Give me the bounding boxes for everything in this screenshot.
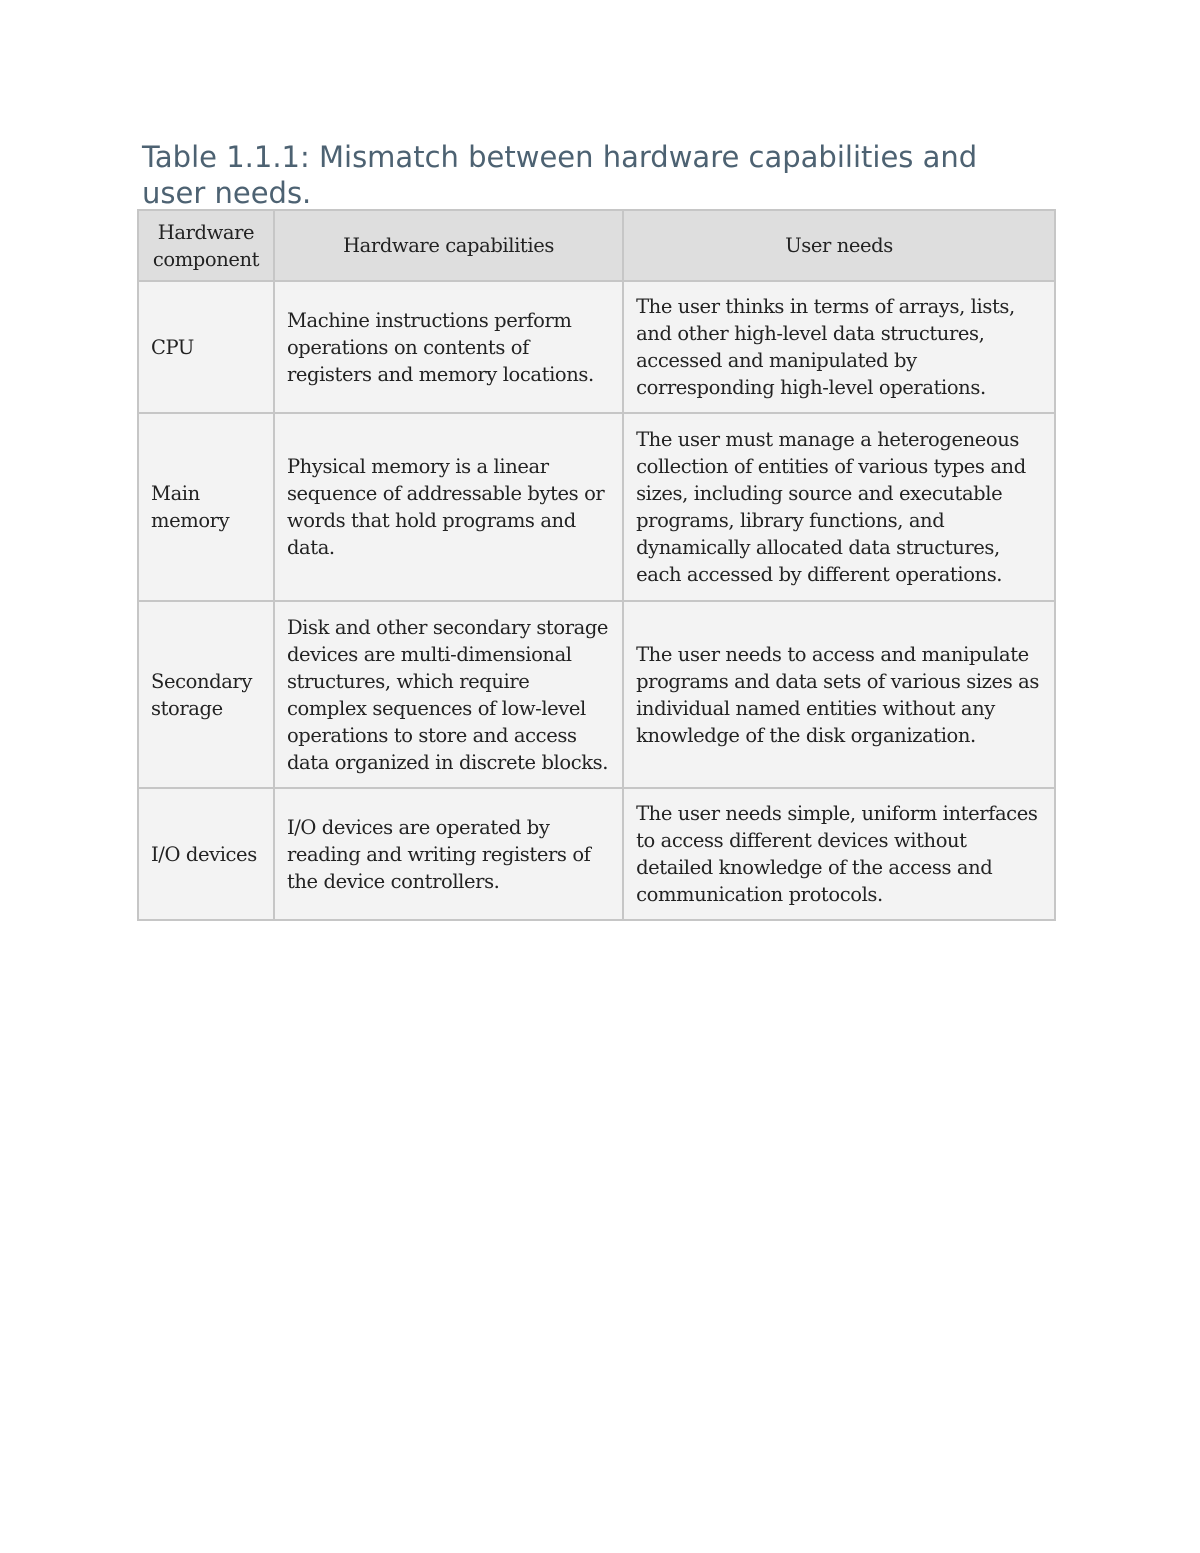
header-hardware-component: Hardware component: [138, 210, 274, 281]
cell-component: CPU: [138, 281, 274, 413]
table-row: [138, 281, 1055, 413]
table-row: [138, 601, 1055, 788]
cell-user-needs: The user must manage a heterogeneous collection of entities of various types and sizes, including source and executable programs, library functions, and dynamically allocated data structures, each accessed by different operations.: [623, 413, 1055, 601]
cell-user-needs: The user needs simple, uniform interfaces to access different devices without detailed knowledge of the access and communication protocols.: [623, 788, 1055, 920]
mismatch-table: [137, 209, 1056, 921]
cell-capabilities: I/O devices are operated by reading and writing registers of the device controllers.: [274, 788, 623, 920]
table-header-row: [138, 210, 1055, 281]
cell-user-needs: The user needs to access and manipulate programs and data sets of various sizes as individual named entities without any knowledge of the disk organization.: [623, 601, 1055, 788]
cell-capabilities: Physical memory is a linear sequence of addressable bytes or words that hold programs and data.: [274, 413, 623, 601]
cell-component: I/O devices: [138, 788, 274, 920]
cell-component: Secondary storage: [138, 601, 274, 788]
cell-capabilities: Machine instructions perform operations on contents of registers and memory locations.: [274, 281, 623, 413]
cell-capabilities: Disk and other secondary storage devices are multi-dimensional structures, which require complex sequences of low-level operations to store and access data organized in discrete blocks.: [274, 601, 623, 788]
table-row: [138, 788, 1055, 920]
table-caption: Table 1.1.1: Mismatch between hardware capabilities and user needs.: [142, 140, 978, 210]
cell-user-needs: The user thinks in terms of arrays, lists, and other high-level data structures, accessed and manipulated by corresponding high-level operations.: [623, 281, 1055, 413]
cell-component: Main memory: [138, 413, 274, 601]
header-hardware-capabilities: Hardware capabilities: [274, 210, 623, 281]
header-user-needs: User needs: [623, 210, 1055, 281]
table-row: [138, 413, 1055, 601]
